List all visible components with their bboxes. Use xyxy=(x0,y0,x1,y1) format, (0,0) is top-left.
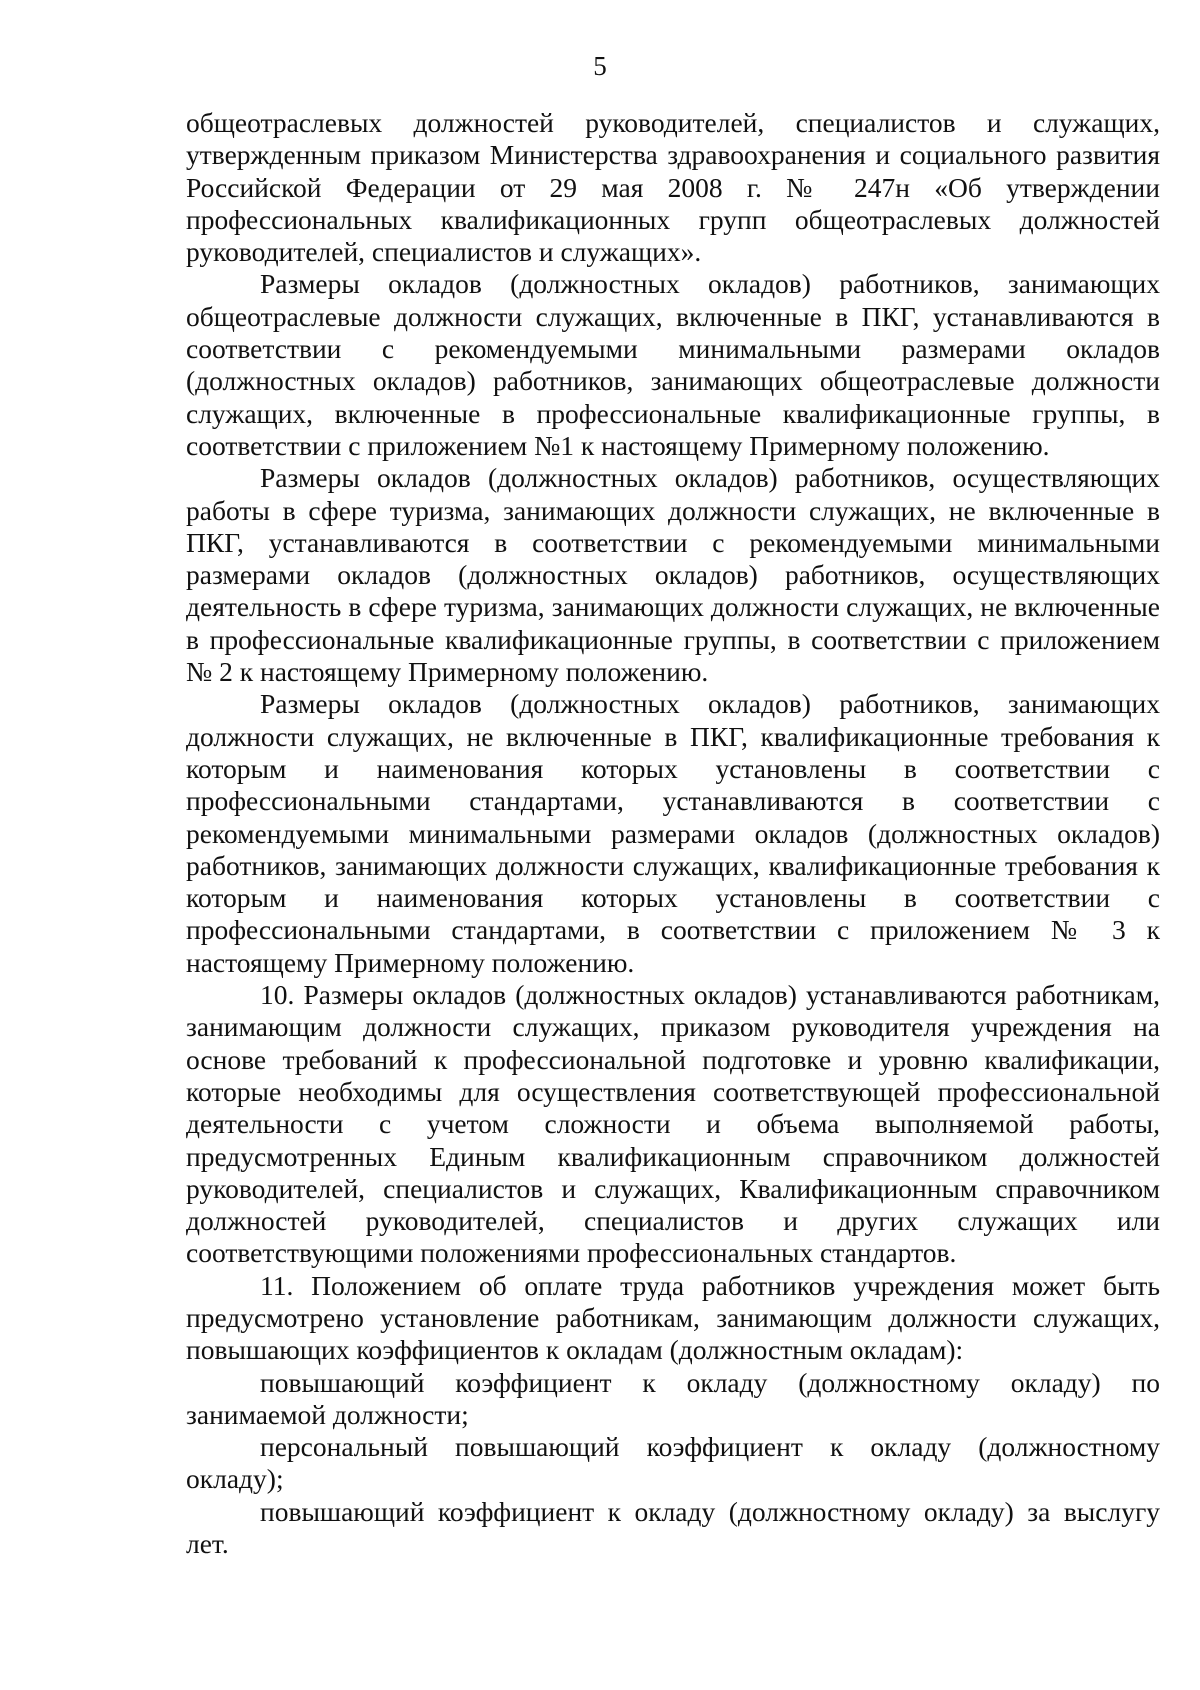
paragraph-item-11: 11. Положением об оплате труда работников учреждения может быть предусмотрено установление работникам, занимающим должности служащих, повышающих коэффициентов к окладам (должностным окладам): xyxy=(186,1269,1160,1366)
paragraph-continuation: общеотраслевых должностей руководителей, специалистов и служащих, утвержденным приказом Министерства здравоохранения и социального развития Российской Федерации от 29 мая 2008 г. № 247н «Об утверждении профессиональных квалификационных групп общеотраслевых должностей руководителей, специалистов и служащих». xyxy=(186,107,1160,268)
paragraph-salary-tourism: Размеры окладов (должностных окладов) работников, осуществляющих работы в сфере туризма, занимающих должности служащих, не включенные в ПКГ, устанавливаются в соответствии с рекомендуемыми минимальными размерами окладов (должностных окладов) работников, осуществляющих деятельность в сфере туризма, занимающих должности служащих, не включенные в профессиональные квалификационные группы, в соответствии с приложением № 2 к настоящему Примерному положению. xyxy=(186,462,1160,688)
document-body xyxy=(186,107,1160,1560)
list-item-position-coefficient: повышающий коэффициент к окладу (должностному окладу) по занимаемой должности; xyxy=(186,1366,1160,1430)
page-number: 5 xyxy=(593,51,607,81)
list-item-personal-coefficient: персональный повышающий коэффициент к окладу (должностному окладу); xyxy=(186,1431,1160,1495)
paragraph-item-10: 10. Размеры окладов (должностных окладов) устанавливаются работникам, занимающим должности служащих, приказом руководителя учреждения на основе требований к профессиональной подготовке и уровню квалификации, которые необходимы для осуществления соответствующей профессиональной деятельности с учетом сложности и объема выполняемой работы, предусмотренных Единым квалификационным справочником должностей руководителей, специалистов и служащих, Квалификационным справочником должностей руководителей, специалистов и других служащих или соответствующими положениями профессиональных стандартов. xyxy=(186,979,1160,1269)
list-item-seniority-coefficient: повышающий коэффициент к окладу (должностному окладу) за выслугу лет. xyxy=(186,1495,1160,1560)
paragraph-salary-professional-standards: Размеры окладов (должностных окладов) работников, занимающих должности служащих, не включенные в ПКГ, квалификационные требования к которым и наименования которых установлены в соответствии с профессиональными стандартами, устанавливаются в соответствии с рекомендуемыми минимальными размерами окладов (должностных окладов) работников, занимающих должности служащих, квалификационные требования к которым и наименования которых установлены в соответствии с профессиональными стандартами, в соответствии с приложением № 3 к настоящему Примерному положению. xyxy=(186,688,1160,978)
paragraph-salary-pkg: Размеры окладов (должностных окладов) работников, занимающих общеотраслевые должности служащих, включенные в ПКГ, устанавливаются в соответствии с рекомендуемыми минимальными размерами окладов (должностных окладов) работников, занимающих общеотраслевые должности служащих, включенные в профессиональные квалификационные группы, в соответствии с приложением №1 к настоящему Примерному положению. xyxy=(186,268,1160,461)
